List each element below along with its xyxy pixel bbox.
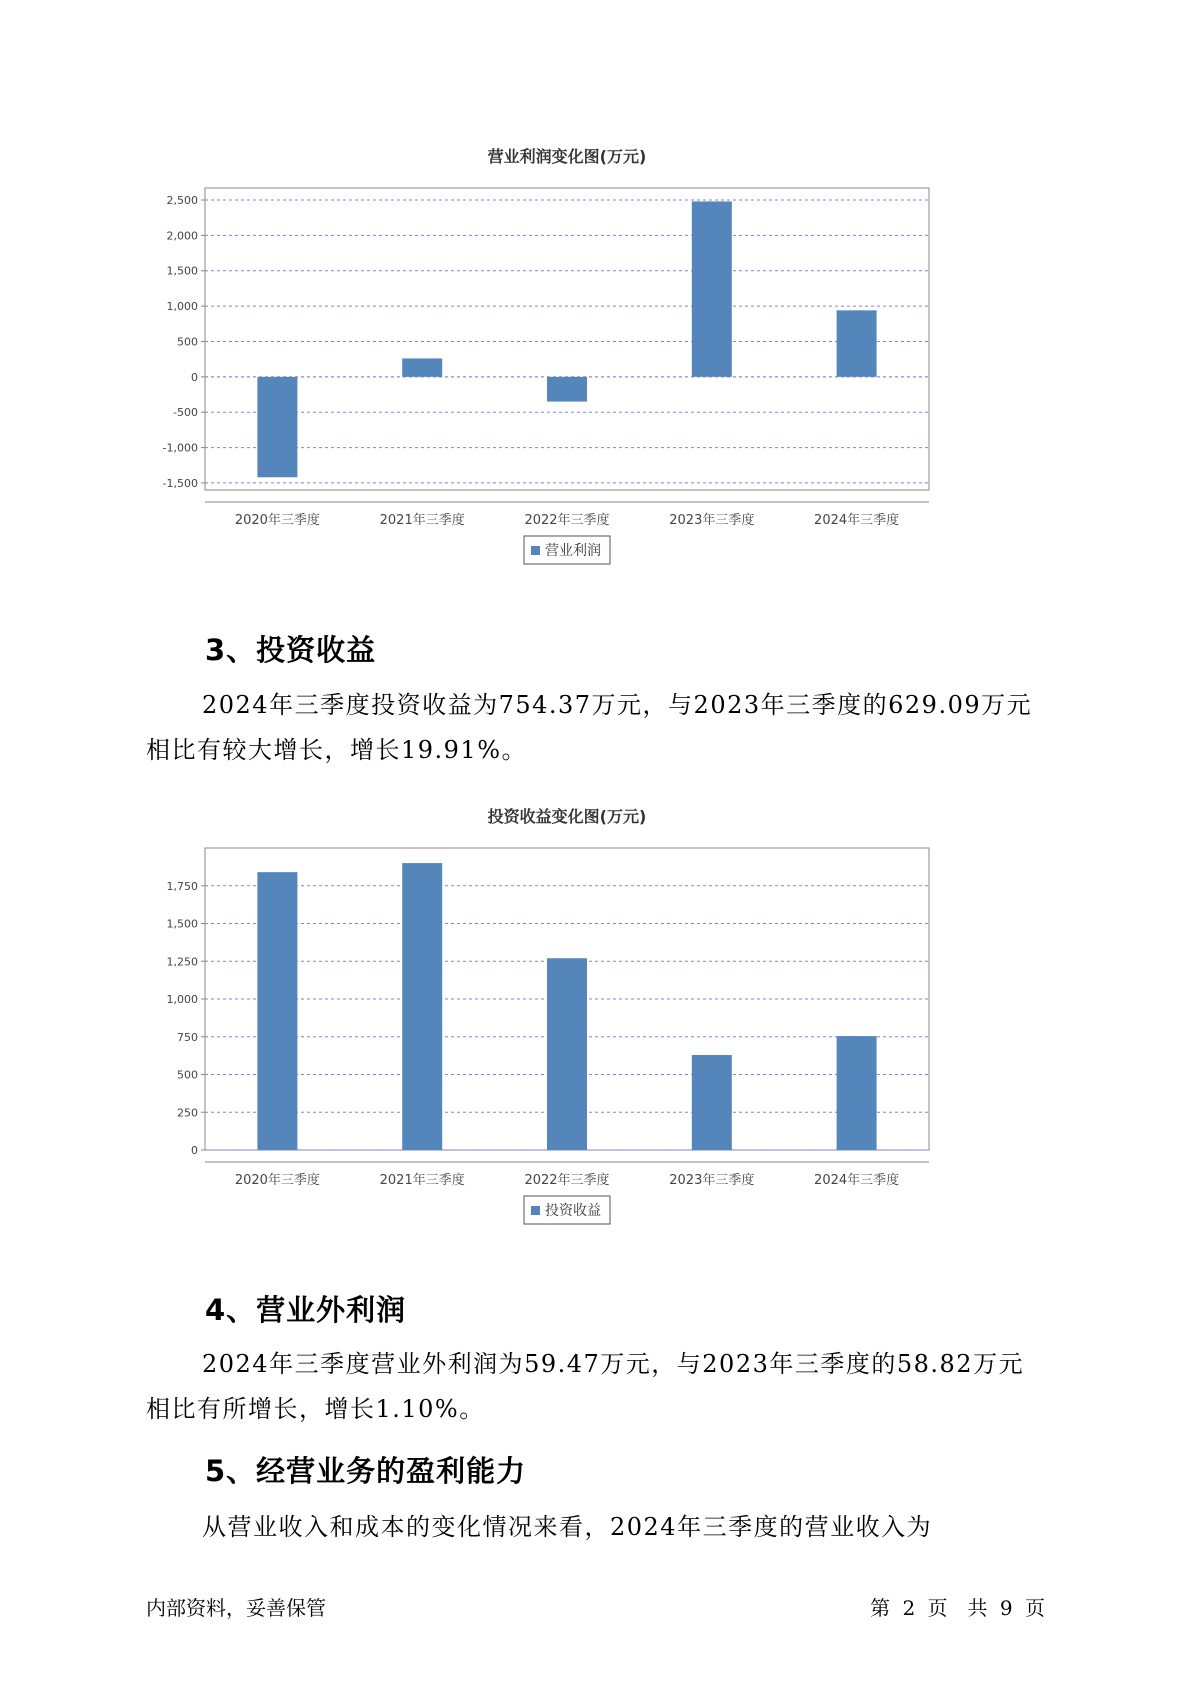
- x-tick-label: 2022年三季度: [524, 513, 610, 528]
- y-tick-label: 1,000: [166, 300, 198, 314]
- bar-3: [547, 958, 587, 1150]
- x-tick-label: 2021年三季度: [379, 513, 465, 528]
- chart-legend: [524, 1196, 610, 1224]
- investment-income-chart: [150, 800, 1030, 1260]
- section-5-body: 从营业收入和成本的变化情况来看，2024年三季度的营业收入为: [202, 1513, 933, 1541]
- x-tick-label: 2023年三季度: [669, 513, 755, 528]
- section-4-heading: 4、营业外利润: [205, 1293, 407, 1327]
- bar-3: [547, 377, 587, 402]
- section-3-heading: 3、投资收益: [205, 633, 377, 667]
- y-tick-label: 500: [177, 335, 198, 349]
- y-tick-label: 500: [177, 1068, 198, 1082]
- section-3-body: 2024年三季度投资收益为754.37万元，与2023年三季度的629.09万元相比有较大增长，增长19.91%。: [146, 691, 1033, 764]
- y-tick-label: 2,000: [166, 229, 198, 243]
- x-tick-label: 2024年三季度: [814, 1173, 900, 1188]
- y-tick-label: 0: [191, 370, 198, 384]
- bar-2: [402, 358, 442, 376]
- bar-5: [837, 310, 877, 376]
- x-tick-label: 2022年三季度: [524, 1173, 610, 1188]
- bar-4: [692, 201, 732, 376]
- bar-5: [837, 1036, 877, 1150]
- y-tick-label: -500: [173, 406, 198, 420]
- y-tick-label: 1,500: [166, 264, 198, 278]
- x-tick-label: 2024年三季度: [814, 513, 900, 528]
- y-tick-label: -1,500: [162, 476, 198, 490]
- chart-title: 投资收益变化图(万元): [487, 807, 647, 826]
- y-tick-label: 2,500: [166, 194, 198, 208]
- bar-2: [402, 863, 442, 1150]
- section-4-body: 2024年三季度营业外利润为59.47万元，与2023年三季度的58.82万元相比有所增长，增长1.10%。: [146, 1350, 1025, 1423]
- x-tick-label: 2021年三季度: [379, 1173, 465, 1188]
- x-tick-label: 2023年三季度: [669, 1173, 755, 1188]
- y-tick-label: 1,500: [166, 917, 198, 931]
- operating-profit-chart: [150, 140, 1030, 600]
- chart-title: 营业利润变化图(万元): [487, 147, 647, 166]
- y-tick-label: 1,750: [166, 879, 198, 893]
- y-tick-label: 750: [177, 1030, 198, 1044]
- y-tick-label: -1,000: [162, 441, 198, 455]
- x-tick-label: 2020年三季度: [234, 1173, 320, 1188]
- bar-1: [257, 872, 297, 1150]
- legend-swatch: [531, 1206, 540, 1215]
- y-tick-label: 250: [177, 1106, 198, 1120]
- legend-label: 投资收益: [545, 1203, 601, 1219]
- bar-4: [692, 1055, 732, 1150]
- legend-label: 营业利润: [545, 543, 601, 559]
- legend-swatch: [531, 546, 540, 555]
- plot-area: [205, 188, 929, 490]
- y-tick-label: 1,250: [166, 955, 198, 969]
- chart-legend: [524, 536, 610, 564]
- y-tick-label: 1,000: [166, 993, 198, 1006]
- section-5-heading: 5、经营业务的盈利能力: [205, 1454, 527, 1488]
- footer-confidential-note: 内部资料，妥善保管: [146, 1596, 326, 1620]
- bar-1: [257, 377, 297, 477]
- footer-page-number: 第 2 页 共 9 页: [870, 1596, 1045, 1620]
- y-tick-label: 0: [191, 1144, 198, 1157]
- x-tick-label: 2020年三季度: [234, 513, 320, 528]
